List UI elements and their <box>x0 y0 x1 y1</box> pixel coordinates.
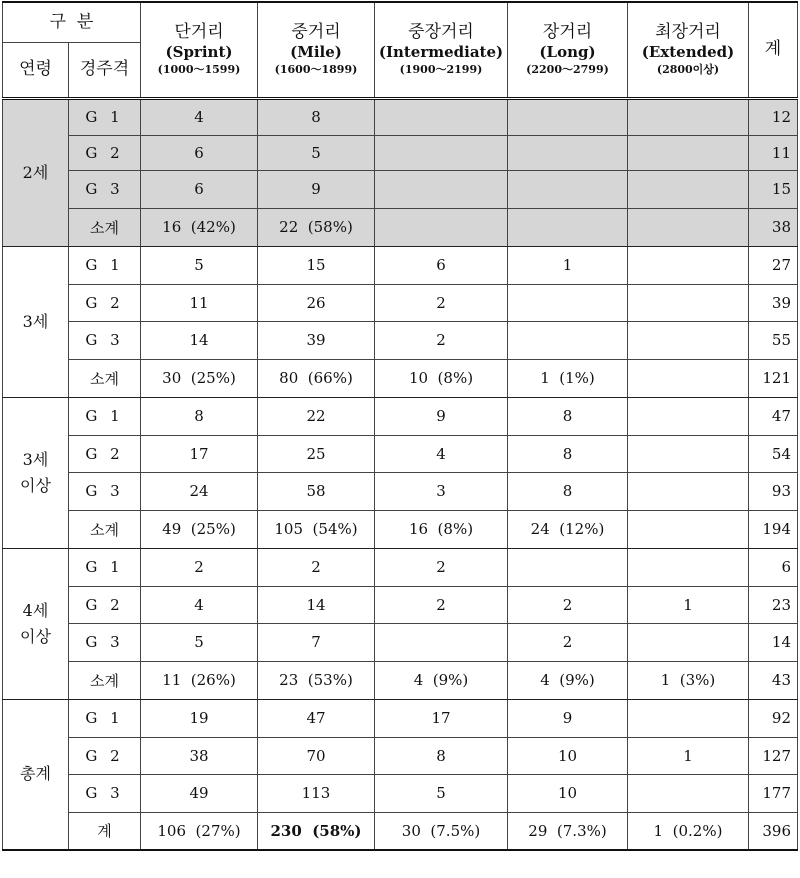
total-cell: 93 <box>749 472 798 510</box>
grade-cell: G 2 <box>69 737 141 774</box>
grade-cell: 소계 <box>69 661 141 699</box>
value-cell: 9 <box>508 699 628 737</box>
value-cell: 2 <box>508 586 628 623</box>
value-cell: 2 <box>375 586 508 623</box>
value-cell: 8 <box>258 98 375 135</box>
grade-cell: G 2 <box>69 135 141 170</box>
value-cell: 49 <box>141 774 258 812</box>
subtotal-row <box>3 208 798 246</box>
value-cell: 8 <box>375 737 508 774</box>
grade-cell: G 3 <box>69 623 141 661</box>
header-mile <box>258 2 375 98</box>
value-cell: 24 <box>141 472 258 510</box>
value-cell <box>628 397 749 435</box>
total-cell: 127 <box>749 737 798 774</box>
grade-cell: G 2 <box>69 586 141 623</box>
value-cell: 4 <box>141 98 258 135</box>
age-cell-3: 3세 <box>3 246 69 397</box>
value-cell <box>628 359 749 397</box>
value-cell <box>508 135 628 170</box>
value-cell: 5 <box>375 774 508 812</box>
value-cell: 2 <box>375 548 508 586</box>
value-cell <box>508 208 628 246</box>
header-mile-ko: 중거리 <box>291 22 341 43</box>
value-cell: 8 <box>508 397 628 435</box>
value-cell: 47 <box>258 699 375 737</box>
header-mile-range: (1600～1899) <box>274 63 358 77</box>
total-cell: 47 <box>749 397 798 435</box>
value-cell <box>375 208 508 246</box>
subtotal-row <box>3 510 798 548</box>
grade-cell: G 1 <box>69 98 141 135</box>
value-cell <box>628 510 749 548</box>
value-cell: 39 <box>258 321 375 359</box>
total-cell: 27 <box>749 246 798 284</box>
total-cell: 396 <box>749 812 798 850</box>
value-cell <box>375 98 508 135</box>
value-cell: 4 (9%) <box>375 661 508 699</box>
value-cell: 26 <box>258 284 375 321</box>
value-cell: 1 (1%) <box>508 359 628 397</box>
header-sprint-en: (Sprint) <box>165 43 233 62</box>
value-cell: 3 <box>375 472 508 510</box>
value-cell: 30 (7.5%) <box>375 812 508 850</box>
value-cell <box>628 321 749 359</box>
value-cell <box>628 774 749 812</box>
value-cell <box>628 699 749 737</box>
header-long <box>508 2 628 98</box>
value-cell: 1 <box>508 246 628 284</box>
value-cell: 16 (8%) <box>375 510 508 548</box>
age-label-line2: 이상 <box>20 626 51 646</box>
table-row <box>3 586 798 623</box>
total-cell: 54 <box>749 435 798 472</box>
header-sprint-ko: 단거리 <box>174 22 224 43</box>
value-cell: 7 <box>258 623 375 661</box>
age-label-line1: 3세 <box>22 449 49 469</box>
value-cell: 1 (3%) <box>628 661 749 699</box>
header-long-range: (2200～2799) <box>526 63 609 77</box>
total-cell: 121 <box>749 359 798 397</box>
value-cell: 11 <box>141 284 258 321</box>
race-distance-table <box>2 1 798 851</box>
value-cell: 58 <box>258 472 375 510</box>
value-cell: 16 (42%) <box>141 208 258 246</box>
value-cell <box>508 321 628 359</box>
value-cell <box>628 284 749 321</box>
age-cell-2: 2세 <box>3 98 69 246</box>
table-row <box>3 623 798 661</box>
value-cell <box>375 623 508 661</box>
table-row <box>3 98 798 135</box>
value-cell <box>628 135 749 170</box>
grade-cell: G 1 <box>69 397 141 435</box>
header-extended-en: (Extended) <box>641 43 735 62</box>
value-cell <box>628 435 749 472</box>
value-cell: 19 <box>141 699 258 737</box>
total-cell: 14 <box>749 623 798 661</box>
value-cell: 23 (53%) <box>258 661 375 699</box>
value-cell: 1 <box>628 586 749 623</box>
value-cell <box>628 246 749 284</box>
value-cell <box>508 548 628 586</box>
age-cell-total: 총계 <box>3 699 69 850</box>
value-cell: 4 <box>375 435 508 472</box>
value-cell: 5 <box>141 246 258 284</box>
value-cell: 17 <box>141 435 258 472</box>
header-age: 연령 <box>3 42 69 98</box>
value-cell: 1 <box>628 737 749 774</box>
value-cell: 113 <box>258 774 375 812</box>
value-cell: 9 <box>375 397 508 435</box>
table-row <box>3 284 798 321</box>
grade-cell: G 3 <box>69 170 141 208</box>
value-cell: 25 <box>258 435 375 472</box>
value-cell: 22 (58%) <box>258 208 375 246</box>
value-cell <box>508 170 628 208</box>
value-cell: 230 (58%) <box>258 812 375 850</box>
value-cell: 29 (7.3%) <box>508 812 628 850</box>
grade-cell: G 1 <box>69 548 141 586</box>
value-cell: 106 (27%) <box>141 812 258 850</box>
value-cell: 8 <box>141 397 258 435</box>
value-cell: 6 <box>141 135 258 170</box>
value-cell: 5 <box>258 135 375 170</box>
value-cell <box>628 170 749 208</box>
total-cell: 43 <box>749 661 798 699</box>
total-cell: 92 <box>749 699 798 737</box>
value-cell: 38 <box>141 737 258 774</box>
value-cell: 105 (54%) <box>258 510 375 548</box>
value-cell: 2 <box>375 284 508 321</box>
value-cell <box>508 284 628 321</box>
value-cell: 24 (12%) <box>508 510 628 548</box>
value-cell: 2 <box>375 321 508 359</box>
header-intermediate-en: (Intermediate) <box>378 43 504 62</box>
table-row <box>3 397 798 435</box>
header-intermediate <box>375 2 508 98</box>
header-category: 구 분 <box>3 2 141 42</box>
value-cell: 1 (0.2%) <box>628 812 749 850</box>
value-cell: 2 <box>508 623 628 661</box>
grade-cell: 계 <box>69 812 141 850</box>
total-cell: 15 <box>749 170 798 208</box>
subtotal-row <box>3 661 798 699</box>
value-cell <box>375 135 508 170</box>
header-total: 계 <box>749 2 798 98</box>
header-extended-range: (2800이상) <box>656 63 720 77</box>
value-cell: 8 <box>508 472 628 510</box>
header-extended <box>628 2 749 98</box>
age-label-line2: 이상 <box>20 475 51 495</box>
value-cell: 80 (66%) <box>258 359 375 397</box>
header-intermediate-ko: 중장거리 <box>408 22 474 43</box>
total-cell: 12 <box>749 98 798 135</box>
value-cell <box>628 98 749 135</box>
table-row <box>3 435 798 472</box>
value-cell: 2 <box>258 548 375 586</box>
table-row <box>3 246 798 284</box>
grade-cell: G 3 <box>69 472 141 510</box>
value-cell: 11 (26%) <box>141 661 258 699</box>
value-cell: 10 <box>508 737 628 774</box>
total-cell: 194 <box>749 510 798 548</box>
value-cell <box>628 472 749 510</box>
value-cell <box>375 170 508 208</box>
total-cell: 39 <box>749 284 798 321</box>
header-mile-en: (Mile) <box>290 43 342 62</box>
value-cell <box>628 623 749 661</box>
value-cell: 10 (8%) <box>375 359 508 397</box>
value-cell: 14 <box>258 586 375 623</box>
value-cell: 9 <box>258 170 375 208</box>
table-row <box>3 135 798 170</box>
value-cell: 5 <box>141 623 258 661</box>
value-cell: 6 <box>375 246 508 284</box>
value-cell: 6 <box>141 170 258 208</box>
total-cell: 55 <box>749 321 798 359</box>
value-cell <box>628 548 749 586</box>
grand-total-row <box>3 812 798 850</box>
grade-cell: G 1 <box>69 699 141 737</box>
table-row <box>3 321 798 359</box>
total-cell: 6 <box>749 548 798 586</box>
grade-cell: G 2 <box>69 435 141 472</box>
table-row <box>3 737 798 774</box>
age-label-line1: 4세 <box>22 600 49 620</box>
header-extended-ko: 최장거리 <box>655 22 721 43</box>
value-cell: 15 <box>258 246 375 284</box>
value-cell: 4 (9%) <box>508 661 628 699</box>
value-cell: 8 <box>508 435 628 472</box>
header-grade: 경주격 <box>69 42 141 98</box>
total-cell: 177 <box>749 774 798 812</box>
grade-cell: G 2 <box>69 284 141 321</box>
value-cell: 14 <box>141 321 258 359</box>
value-cell: 4 <box>141 586 258 623</box>
age-cell-4-plus <box>3 548 69 699</box>
value-cell: 70 <box>258 737 375 774</box>
age-cell-3-plus <box>3 397 69 548</box>
table-row <box>3 774 798 812</box>
header-long-en: (Long) <box>539 43 596 62</box>
grade-cell: 소계 <box>69 208 141 246</box>
grade-cell: 소계 <box>69 359 141 397</box>
total-cell: 11 <box>749 135 798 170</box>
value-cell <box>628 208 749 246</box>
value-cell: 30 (25%) <box>141 359 258 397</box>
subtotal-row <box>3 359 798 397</box>
value-cell: 49 (25%) <box>141 510 258 548</box>
grade-cell: 소계 <box>69 510 141 548</box>
table-row <box>3 170 798 208</box>
value-cell: 22 <box>258 397 375 435</box>
total-cell: 23 <box>749 586 798 623</box>
value-cell <box>508 98 628 135</box>
grade-cell: G 1 <box>69 246 141 284</box>
value-cell: 17 <box>375 699 508 737</box>
table-row <box>3 699 798 737</box>
header-intermediate-range: (1900～2199) <box>399 63 483 77</box>
header-sprint <box>141 2 258 98</box>
value-cell: 10 <box>508 774 628 812</box>
grade-cell: G 3 <box>69 321 141 359</box>
grade-cell: G 3 <box>69 774 141 812</box>
table-row <box>3 548 798 586</box>
table-row <box>3 472 798 510</box>
value-cell: 2 <box>141 548 258 586</box>
header-long-ko: 장거리 <box>542 22 593 43</box>
total-cell: 38 <box>749 208 798 246</box>
header-sprint-range: (1000～1599) <box>157 63 241 77</box>
